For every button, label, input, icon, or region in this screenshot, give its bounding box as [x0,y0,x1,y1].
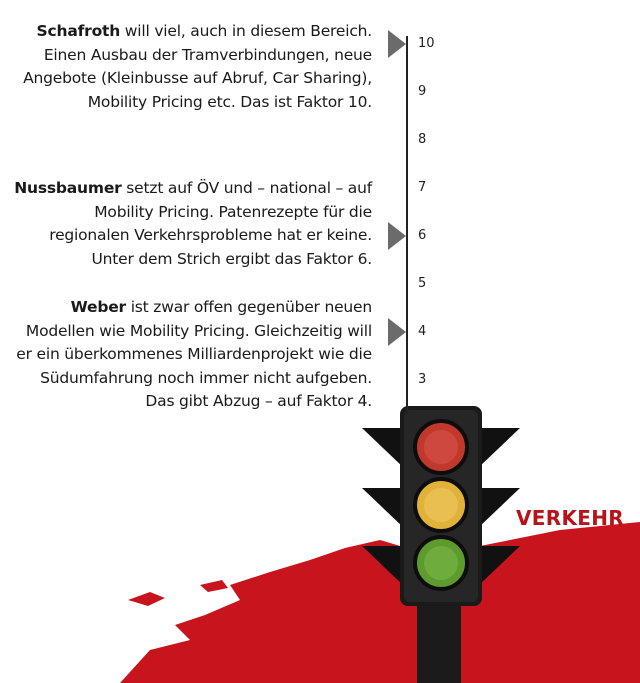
pole [417,600,461,683]
tick-7: 7 [418,180,427,195]
visor-left-mid [362,488,404,528]
paragraph-schafroth [12,20,372,114]
visor-right-top [478,428,520,468]
scale-line [406,36,408,414]
name-schafroth: Schafroth [36,22,121,40]
marker-nussbaumer [388,222,406,250]
marker-schafroth [388,30,406,58]
tick-6: 6 [418,228,427,243]
verkehr-label: VERKEHR [516,506,624,530]
tick-4: 4 [418,324,427,339]
paragraph-nussbaumer [12,177,372,271]
tick-10: 10 [418,36,435,51]
text-weber: ist zwar offen gegenüber neuen Modellen wie Mobility Pricing. Gleichzeitig will er ein überkommenes Milliardenprojekt wie die Südumfahrung noch immer nicht aufgeben. Das gibt Abzug – auf Faktor 4. [16,298,372,410]
marker-weber [388,318,406,346]
visor-right-mid [478,488,520,528]
name-weber: Weber [70,298,126,316]
visor-left-top [362,428,404,468]
text-nussbaumer: setzt auf ÖV und – national – auf Mobility Pricing. Patenrezepte für die regionalen Verkehrsprobleme hat er keine. Unter dem Strich ergibt das Faktor 6. [49,179,372,268]
name-nussbaumer: Nussbaumer [14,179,122,197]
tick-3: 3 [418,372,427,387]
tick-9: 9 [418,84,427,99]
paragraph-weber [12,296,372,414]
text-schafroth: will viel, auch in diesem Bereich. Einen Ausbau der Tramverbindungen, neue Angebote (Kleinbusse auf Abruf, Car Sharing), Mobility Pricing etc. Das ist Faktor 10. [23,22,372,111]
tick-5: 5 [418,276,427,291]
tick-8: 8 [418,132,427,147]
